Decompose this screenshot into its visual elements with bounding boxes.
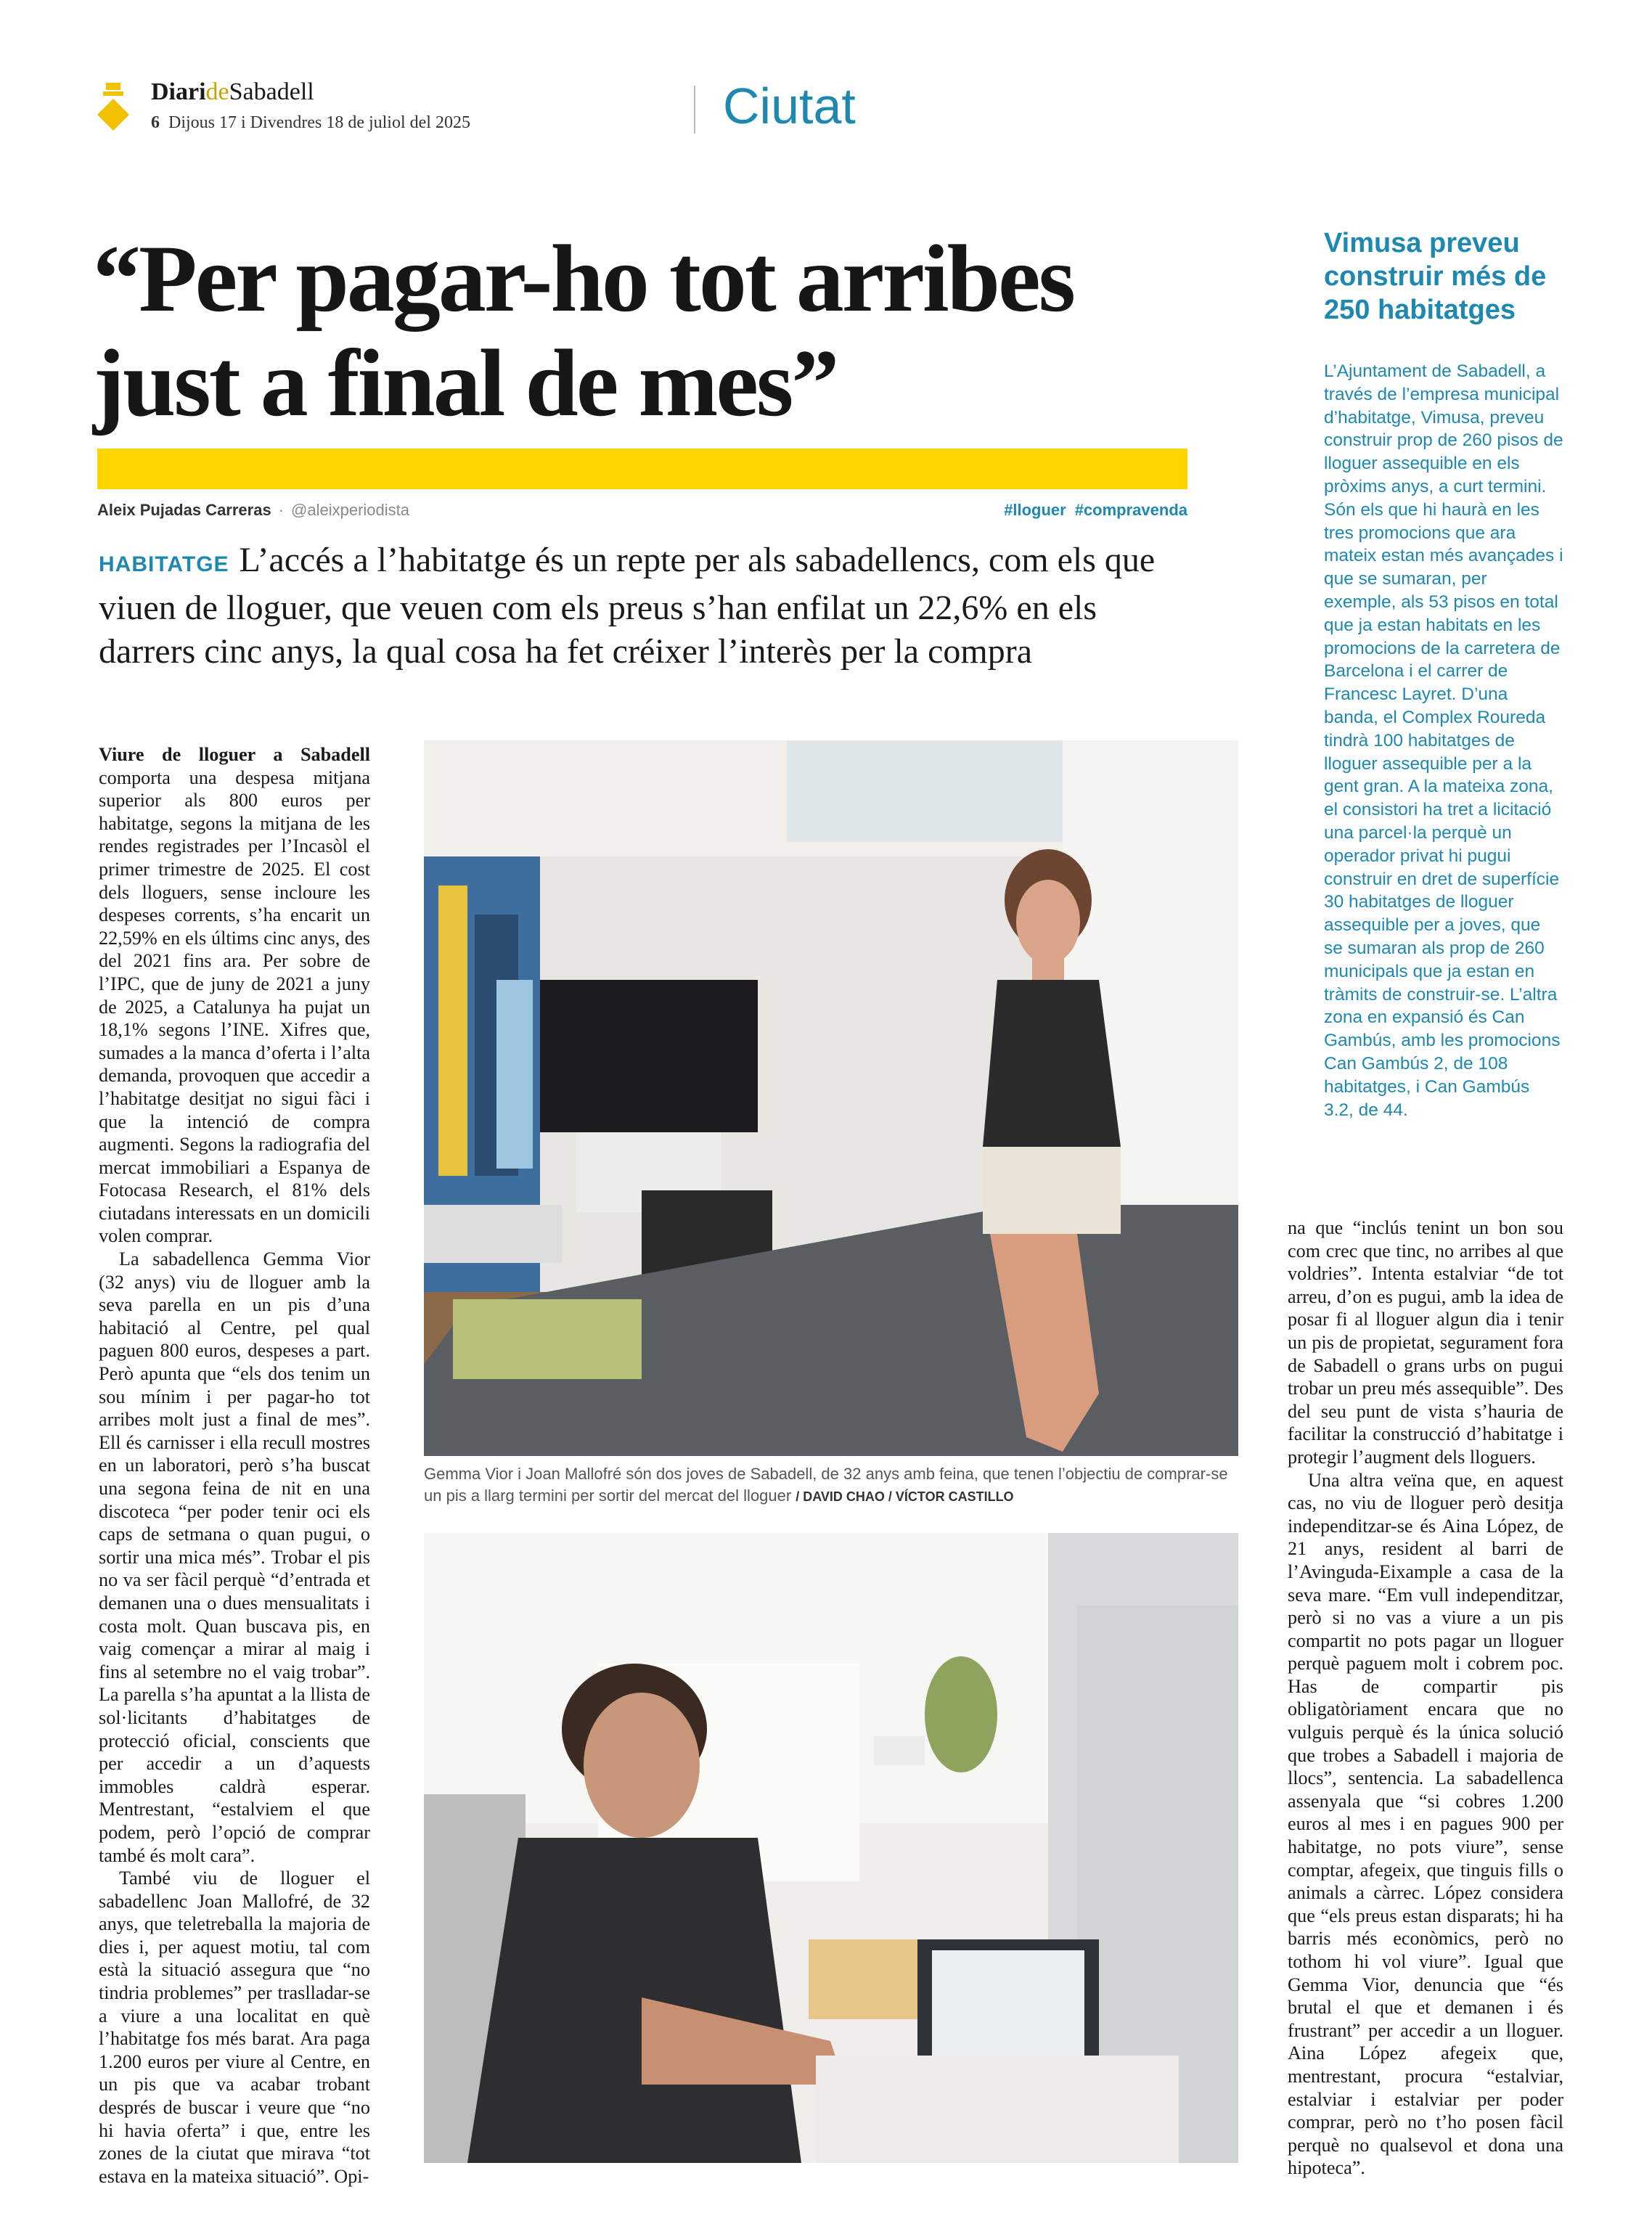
lead-text: L’accés a l’habitatge és un repte per als sabadellencs, com els que viuen de lloguer, que veuen com els preus s’han enfilat un 22,6% en els darrers cinc anys, la qual cosa ha fet créixer l’interès per la compra <box>99 541 1156 671</box>
body-paragraph: na que “inclús tenint un bon sou com crec que tinc, no arribes al que voldries”. Intenta estalviar “de tot arreu, d’on es pugui, amb la idea de posar fi al lloguer algun dia i tenir un pis de propietat, segurament fora de Sabadell o grans urbs on pugui trobar un preu més assequible”. Des del seu punt de vista s’hauria de facilitar la construcció d’habitatge i protegir l’augment dels lloguers. <box>1288 1217 1563 1468</box>
page-number: 6 <box>151 113 160 132</box>
caption-text: Gemma Vior i Joan Mallofré són dos joves de Sabadell, de 32 anys amb feina, que tenen l’objectiu de comprar-se un pis a llarg termini per sortir del mercat del lloguer <box>424 1465 1228 1505</box>
article-lead <box>99 539 1202 674</box>
body-paragraph: La sabadellenca Gemma Vior (32 anys) viu de lloguer amb la seva parella en un pis d’una habitació al Centre, pel qual paguen 800 euros, despeses a part. Però apunta que “els dos tenim un sou mínim i per pagar-ho tot arribes molt just a final de mes”. Ell és carnisser i ella recull mostres en un laboratori, però s’ha buscat una segona feina de nit en una discoteca “per poder tenir oci els caps de setmana o quan pugui, o sortir una mica més”. Trobar el pis no va ser fàcil perquè “d’entrada et demanen una o dues mensualitats i costa molt. Quan buscava pis, en vaig començar a mirar al maig i fins al setembre no el vaig trobar”. La parella s’ha apuntat a la llista de sol·licitants d’habitatges de protecció oficial, conscients que per accedir a un d’aquests immobles caldrà esperar. Mentrestant, “estalviem el que podem, però l’opció de comprar també és molt cara”. <box>99 1248 370 1866</box>
article-tags <box>995 501 1187 520</box>
body-paragraph: Una altra veïna que, en aquest cas, no viu de lloguer però desitja independitzar-se és Aina López, de 21 anys, resident al barri de l’Avinguda-Eixample a casa de la seva mare. “Em vull independitzar, però si no vas a viure a un pis compartit no pots pagar un lloguer perquè paguem molt i cobrem poc. Has de compartir pis obligatòriament encara que no vulguis perquè és la única solució que trobes a Sabadell i majoria de llocs”, sentencia. La sabadellenca assenyala que “si cobres 1.200 euros al mes i en pagues 900 per habitatge, no pots viure”, sense comptar, afegeix, que tinguis fills o animals a càrrec. López considera que “els preus estan disparats; hi ha barris més econòmics, però no tothom hi vol viure”. Igual que Gemma Vior, denuncia que “és brutal el que et demanen i és frustrant” per accedir a un lloguer. Aina López afegeix que, mentrestant, procura “estalviar, estalviar i estalviar per poder comprar, però no t’ho posen fàcil perquè no qualsevol et dona una hipoteca”. <box>1288 1469 1563 2179</box>
brand-city: Sabadell <box>229 78 314 105</box>
tag-compravenda[interactable]: #compravenda <box>1074 501 1187 519</box>
photo-gemma-vior <box>424 740 1238 1456</box>
section-title: Ciutat <box>723 78 856 134</box>
headline-line-2: just a final de mes” <box>93 330 838 436</box>
body-lead-in: Viure de lloguer a Sabadell <box>99 744 370 765</box>
page-info <box>151 113 470 133</box>
tag-lloguer[interactable]: #lloguer <box>1004 501 1066 519</box>
author-name: Aleix Pujadas Carreras <box>97 501 271 519</box>
sidebar-body: L’Ajuntament de Sabadell, a través de l’empresa municipal d’habitatge, Vimusa, preveu construir prop de 260 pisos de lloguer assequible en els pròxims anys, a curt termini. Són els que hi haurà en les tres promocions que ara mateix estan més avançades i que se sumaran, per exemple, als 53 pisos en total que ja estan habitats en les promocions de la carretera de Barcelona i el carrer de Francesc Layret. D’una banda, el Complex Roureda tindrà 100 habitatges de lloguer assequible per a la gent gran. A la mateixa zona, el consistori ha tret a licitació una parcel·la perquè un operador privat hi pugui construir en dret de superfície 30 habitatges de lloguer assequible per a joves, que se sumaran als prop de 260 municipals que ja estan en tràmits de construir-se. L’altra zona en expansió és Can Gambús, amb les promocions Can Gambús 2, de 108 habitatges, i Can Gambús 3.2, de 44. <box>1324 361 1563 1120</box>
photo-joan-mallofre <box>424 1533 1238 2163</box>
photo-caption <box>424 1463 1244 1508</box>
issue-date: Dijous 17 i Divendres 18 de juliol del 2025 <box>168 113 470 132</box>
photo-credit: / DAVID CHAO / VÍCTOR CASTILLO <box>796 1489 1014 1504</box>
article-headline <box>93 226 1225 435</box>
headline-highlight-bar <box>97 449 1187 489</box>
sidebar-title: Vimusa preveu construir més de 250 habitatges <box>1324 228 1547 325</box>
section-kicker: HABITATGE <box>99 552 229 576</box>
masthead-brand[interactable] <box>151 78 314 106</box>
article-body-left <box>99 743 370 2188</box>
headline-line-1: “Per pagar-ho tot arribes <box>93 225 1074 332</box>
masthead-divider <box>694 86 695 134</box>
body-paragraph: També viu de lloguer el sabadellenc Joan Mallofré, de 32 anys, que teletreballa la majoria de dies i, per aquest motiu, tal com està la situació assegura que “no tindria problemes” per traslladar-se a viure a una localitat en què l’habitatge fos més barat. Ara paga 1.200 euros per viure al Centre, en un pis que va acabar trobant després de buscar i veure que “no hi havia oferta” i que, entre les zones de la ciutat que mirava “tot estava en la mateixa situació”. Opi- <box>99 1868 370 2187</box>
body-text: comporta una despesa mitjana superior als 800 euros per habitatge, segons la mitjana de les rendes registrades per l’Incasòl el primer trimestre de 2025. El cost dels lloguers, sense incloure les despeses corrents, s’ha encarit un 22,59% en els últims cinc anys, des del 2021 fins ara. Per sobre de l’IPC, que de juny de 2021 a juny de 2025, a Catalunya ha pujat un 18,1% segons l’INE. Xifres que, sumades a la manca d’oferta i l’alta demanda, provoquen que accedir a l’habitatge desitjat no sigui fàci i que la intenció de compra augmenti. Segons la radiografia del mercat immobiliari a Espanya de Fotocasa Research, el 81% dels ciutadans interessats en un domicili volen comprar. <box>99 766 370 1247</box>
byline-separator: · <box>278 501 285 519</box>
byline <box>97 501 409 520</box>
author-handle[interactable]: @aleixperiodista <box>291 501 410 519</box>
newspaper-logo-icon <box>96 81 131 132</box>
brand-de: de <box>205 78 229 105</box>
brand-name: Diari <box>151 78 206 105</box>
body-paragraph <box>99 743 370 1248</box>
article-body-right <box>1288 1216 1563 2180</box>
